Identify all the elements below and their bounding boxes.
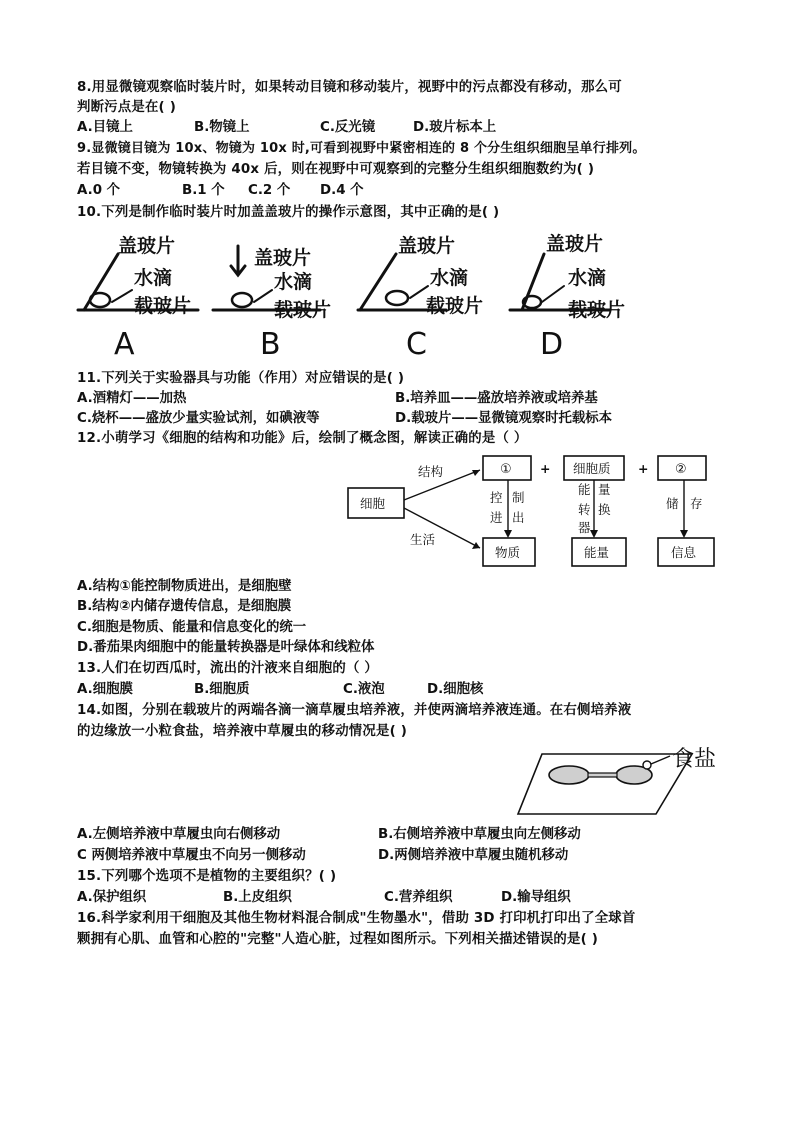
q8-option-d: D.玻片标本上: [413, 120, 497, 135]
q9-option-b: B.1 个: [182, 183, 225, 198]
q12-arrowhead-life: [472, 542, 480, 549]
q10-d-water-label: 水滴: [568, 267, 607, 289]
q9-option-c: C.2 个: [248, 183, 291, 198]
q12-control-4: 出: [512, 510, 525, 525]
q9-option-a: A.0 个: [77, 183, 121, 198]
q12-option-a: A.结构①能控制物质进出，是细胞壁: [77, 579, 292, 594]
q10-letter-d: D: [540, 327, 564, 360]
q12-life-label: 生活: [410, 532, 436, 547]
q14-stem-line1: 14.如图，分别在载玻片的两端各滴一滴草履虫培养液，并使两滴培养液连通。在右侧培养液: [77, 703, 632, 718]
q14-salt-grain: [643, 761, 651, 769]
q13-option-d: D.细胞核: [427, 682, 484, 697]
q14-option-d: D.两侧培养液中草履虫随机移动: [378, 848, 569, 863]
q12-arrowhead-store: [680, 530, 688, 538]
q12-energy-3: 转: [578, 502, 591, 517]
q10-a-slide-label: 载玻片: [134, 295, 192, 317]
q10-c-cover-label: 盖玻片: [398, 235, 456, 257]
q10-c-cover-line: [360, 254, 396, 310]
q9-stem-line1: 9.显微镜目镜为 10x、物镜为 10x 时,可看到视野中紧密相连的 8 个分生组织细胞呈单行排列。: [77, 141, 646, 156]
q8-stem-line1: 8.用显微镜观察临时装片时，如果转动目镜和移动装片，视野中的污点都没有移动，那么可: [77, 80, 622, 95]
q15-option-d: D.输导组织: [501, 890, 571, 905]
q12-energy-label: 能量: [584, 545, 610, 560]
q10-b-droplet: [232, 293, 252, 307]
q12-option-b: B.结构②内储存遗传信息，是细胞膜: [77, 599, 292, 614]
q10-c-water-label: 水滴: [430, 267, 469, 289]
q12-box2-label: 细胞质: [573, 461, 611, 476]
q14-salt-leader: [651, 756, 670, 764]
q16-stem-line2: 颗拥有心肌、血管和心腔的"完整"人造心脏，过程如图所示。下列相关描述错误的是( ): [77, 932, 599, 947]
q11-stem: 11.下列关于实验器具与功能（作用）对应错误的是( ): [77, 371, 405, 386]
q14-salt-label: 食盐: [672, 747, 717, 772]
q14-option-a: A.左侧培养液中草履虫向右侧移动: [77, 827, 281, 842]
q12-energy-5: 器: [578, 520, 591, 535]
q10-letter-b: B: [260, 327, 281, 360]
q10-figure: [70, 228, 640, 360]
q13-option-b: B.细胞质: [194, 682, 250, 697]
q14-option-b: B.右侧培养液中草履虫向左侧移动: [378, 827, 581, 842]
q12-stem: 12.小萌学习《细胞的结构和功能》后，绘制了概念图，解读正确的是（ ）: [77, 431, 528, 446]
q14-channel: [588, 773, 617, 777]
q10-letter-c: C: [406, 327, 427, 360]
q12-plus-1: +: [540, 461, 551, 476]
q10-b-water-label: 水滴: [274, 271, 313, 293]
q12-store-2: 存: [690, 496, 703, 511]
q13-option-c: C.液泡: [343, 682, 385, 697]
q10-a-leader-water: [112, 290, 132, 302]
q10-letter-a: A: [114, 327, 135, 360]
q10-d-cover-label: 盖玻片: [546, 233, 604, 255]
q10-stem: 10.下列是制作临时装片时加盖盖玻片的操作示意图，其中正确的是( ): [77, 205, 500, 220]
q13-option-a: A.细胞膜: [77, 682, 133, 697]
q12-energy-1: 能: [578, 482, 591, 497]
q12-info-label: 信息: [671, 545, 697, 560]
q14-stem-line2: 的边缘放一小粒食盐，培养液中草履虫的移动情况是( ): [77, 724, 408, 739]
q10-a-droplet: [90, 293, 110, 307]
q12-box1-label: ①: [500, 462, 512, 477]
q15-stem: 15.下列哪个选项不是植物的主要组织？( ): [77, 869, 337, 884]
q12-cell-label: 细胞: [360, 496, 386, 511]
q10-c-slide-label: 载玻片: [426, 295, 484, 317]
q12-control-2: 进: [490, 510, 503, 525]
q12-store-1: 储: [666, 496, 679, 511]
q9-option-d: D.4 个: [320, 183, 364, 198]
q12-matter-label: 物质: [495, 545, 521, 560]
q12-energy-2: 量: [598, 482, 611, 497]
q12-option-c: C.细胞是物质、能量和信息变化的统一: [77, 620, 307, 635]
q15-option-c: C.营养组织: [384, 890, 453, 905]
q10-b-cover-label: 盖玻片: [254, 247, 312, 269]
q15-option-a: A.保护组织: [77, 890, 147, 905]
q10-d-leader-water: [542, 286, 564, 302]
q14-figure: [510, 742, 746, 820]
q14-left-drop: [549, 766, 589, 784]
q12-box3-label: ②: [675, 462, 687, 477]
q11-option-c: C.烧杯——盛放少量实验试剂，如碘液等: [77, 411, 320, 426]
q12-arrowhead-control: [504, 530, 512, 538]
q10-d-slide-label: 载玻片: [568, 299, 626, 321]
q9-stem-line2: 若目镜不变，物镜转换为 40x 后，则在视野中可观察到的完整分生组织细胞数约为( ): [77, 162, 595, 177]
q10-c-droplet: [386, 291, 408, 305]
q13-stem: 13.人们在切西瓜时，流出的汁液来自细胞的（ ）: [77, 661, 378, 676]
q10-b-slide-label: 载玻片: [274, 299, 332, 321]
q8-stem-line2: 判断污点是在( ): [77, 100, 177, 115]
q12-structure-label: 结构: [418, 464, 444, 479]
q8-option-b: B.物镜上: [194, 120, 250, 135]
q12-arrowhead-energy: [590, 530, 598, 538]
q14-option-c: C 两侧培养液中草履虫不向另一侧移动: [77, 848, 306, 863]
q10-b-leader-water: [254, 290, 272, 302]
q12-option-d: D.番茄果肉细胞中的能量转换器是叶绿体和线粒体: [77, 640, 375, 655]
q10-a-water-label: 水滴: [134, 267, 173, 289]
q15-option-b: B.上皮组织: [223, 890, 292, 905]
q12-control-1: 控: [490, 490, 503, 505]
q12-energy-4: 换: [598, 502, 611, 517]
q14-slide: [518, 754, 692, 814]
q10-a-cover-label: 盖玻片: [118, 235, 176, 257]
q11-option-b: B.培养皿——盛放培养液或培养基: [395, 391, 598, 406]
q11-option-d: D.载玻片——显微镜观察时托载标本: [395, 411, 613, 426]
q12-concept-map: [340, 452, 720, 574]
q12-control-3: 制: [512, 490, 525, 505]
q8-option-a: A.目镜上: [77, 120, 133, 135]
q12-plus-2: +: [638, 461, 649, 476]
q16-stem-line1: 16.科学家利用干细胞及其他生物材料混合制成"生物墨水"，借助 3D 打印机打印出了全球首: [77, 911, 636, 926]
q11-option-a: A.酒精灯——加热: [77, 391, 187, 406]
q8-option-c: C.反光镜: [320, 120, 376, 135]
